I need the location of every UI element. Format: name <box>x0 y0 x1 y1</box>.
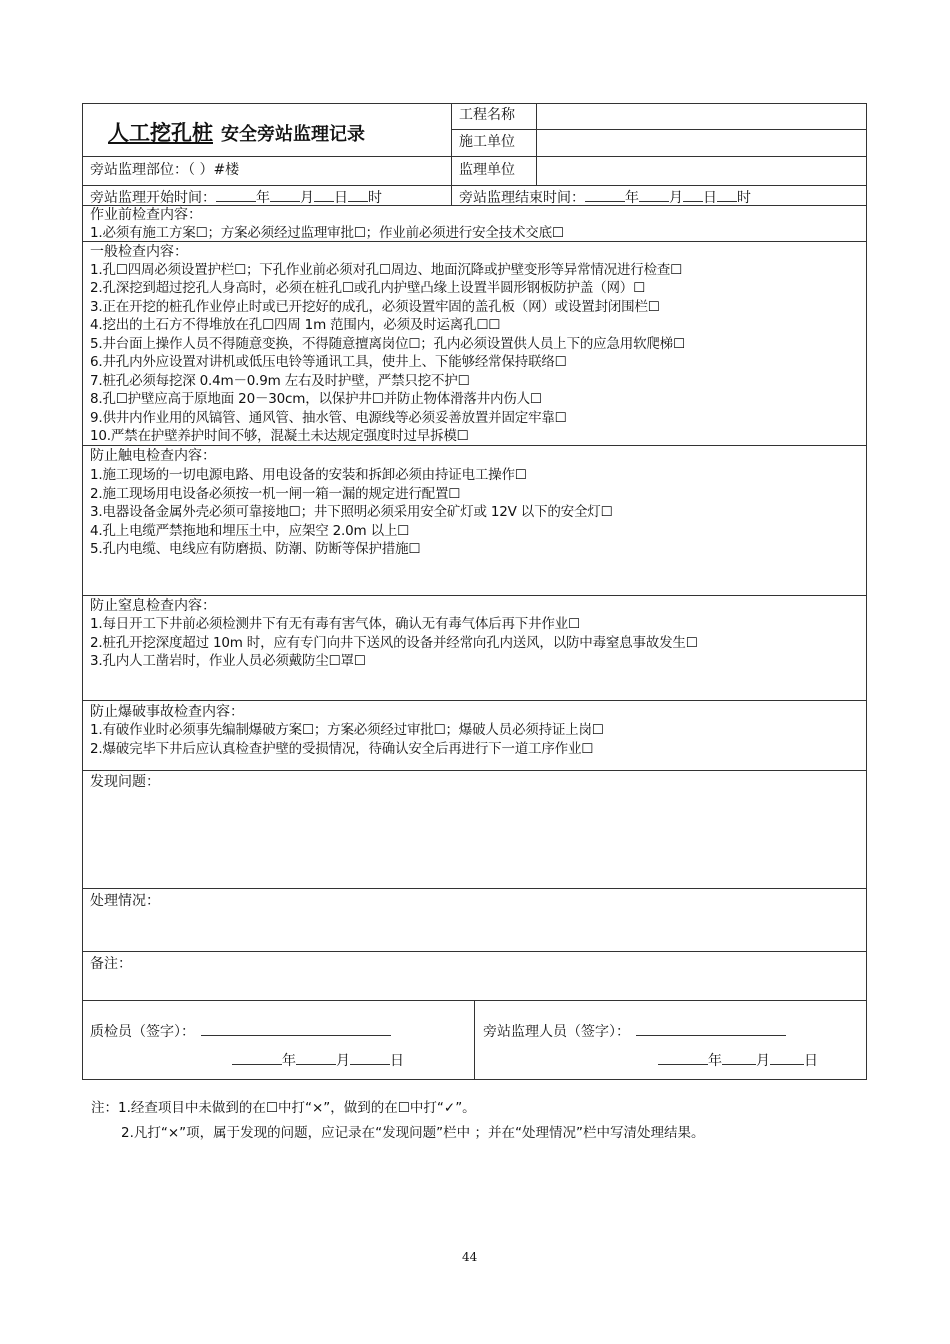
section-heading: 防止触电检查内容： <box>90 448 216 464</box>
check-item: 2.爆破完毕下井后应认真检查护壁的受损情况，待确认安全后再进行下一道工序作业☐ <box>90 741 594 757</box>
supervisor-signature-row <box>483 1021 786 1041</box>
location-label: 旁站监理部位：（ ）#楼 <box>90 162 240 178</box>
row-divider <box>82 700 867 701</box>
supervision-unit-label: 监理单位 <box>459 162 515 178</box>
note-line-1: 注：1.经查项目中未做到的在☐中打“×”，做到的在☐中打“✓”。 <box>91 1100 476 1116</box>
check-item: 2.孔深挖到超过挖孔人身高时，必须在桩孔☐或孔内护壁凸缘上设置半圆形钢板防护盖（网）☐ <box>90 280 645 296</box>
check-item: 5.井台面上操作人员不得随意变换，不得随意擅离岗位☐；孔内必须设置供人员上下的应急用软爬梯☐ <box>90 336 685 352</box>
section-heading: 一般检查内容： <box>90 244 188 260</box>
month-unit: 月 <box>756 1053 770 1069</box>
title-main: 人工挖孔桩 <box>108 120 213 145</box>
check-item: 3.正在开挖的桩孔作业停止时或已开挖好的成孔，必须设置牢固的盖孔板（网）或设置封闭围栏☐ <box>90 299 660 315</box>
remarks-label: 备注： <box>90 956 132 972</box>
start-time-row <box>90 187 382 207</box>
year-unit: 年 <box>625 190 639 206</box>
check-item: 5.孔内电缆、电线应有防磨损、防潮、防断等保护措施☐ <box>90 541 421 557</box>
row-divider <box>82 156 867 157</box>
day-unit: 日 <box>390 1053 404 1069</box>
hour-unit: 时 <box>737 190 751 206</box>
supervisor-date-row <box>658 1050 818 1070</box>
page-number: 44 <box>462 1250 478 1264</box>
supervision-unit-field[interactable] <box>538 158 865 184</box>
check-item: 3.电器设备金属外壳必须可靠接地☐；井下照明必须采用安全矿灯或 12V 以下的安全灯☐ <box>90 504 613 520</box>
check-item: 7.桩孔必须每挖深 0.4m－0.9m 左右及时护壁，严禁只挖不护☐ <box>90 373 470 389</box>
problems-field[interactable] <box>84 792 865 886</box>
row-divider <box>82 888 867 889</box>
inspector-signature-row <box>90 1021 391 1041</box>
check-item: 1.孔☐四周必须设置护栏☐；下孔作业前必须对孔☐周边、地面沉降或护壁变形等异常情况进行检查☐ <box>90 262 683 278</box>
hour-unit: 时 <box>368 190 382 206</box>
contractor-label: 施工单位 <box>459 134 515 150</box>
check-item: 6.井孔内外应设置对讲机或低压电铃等通讯工具，使井上、下能够经常保持联络☐ <box>90 354 567 370</box>
title-sub: 安全旁站监理记录 <box>221 124 365 145</box>
project-name-label: 工程名称 <box>459 107 515 123</box>
handling-field[interactable] <box>84 911 865 949</box>
section-heading: 防止窒息检查内容： <box>90 598 216 614</box>
row-divider <box>82 185 867 186</box>
check-item: 4.孔上电缆严禁拖地和埋压土中，应架空 2.0m 以上☐ <box>90 523 410 539</box>
supervisor-signature-line[interactable] <box>636 1021 786 1036</box>
end-time-label: 旁站监理结束时间： <box>459 190 585 206</box>
remarks-field[interactable] <box>84 974 865 998</box>
check-item: 9.供井内作业用的风镐管、通风管、抽水管、电源线等必须妥善放置并固定牢靠☐ <box>90 410 567 426</box>
check-item: 10.严禁在护壁养护时间不够，混凝土未达规定强度时过早拆模☐ <box>90 428 469 444</box>
row-divider <box>82 951 867 952</box>
year-unit: 年 <box>256 190 270 206</box>
year-unit: 年 <box>708 1053 722 1069</box>
row-divider <box>82 595 867 596</box>
row-divider <box>82 770 867 771</box>
problems-label: 发现问题： <box>90 774 160 790</box>
note-line-2: 2.凡打“×”项，属于发现的问题，应记录在“发现问题”栏中 ；并在“处理情况”栏中写清处理结果。 <box>121 1125 705 1141</box>
section-heading: 作业前检查内容： <box>90 207 202 223</box>
check-item: 2.桩孔开挖深度超过 10m 时，应有专门向井下送风的设备并经常向孔内送风，以防中毒窒息事故发生☐ <box>90 635 698 651</box>
contractor-field[interactable] <box>538 131 865 155</box>
check-item: 2.施工现场用电设备必须按一机一闸一箱一漏的规定进行配置☐ <box>90 486 461 502</box>
section-heading: 防止爆破事故检查内容： <box>90 704 244 720</box>
check-item: 1.必须有施工方案☐；方案必须经过监理审批☐；作业前必须进行安全技术交底☐ <box>90 225 564 241</box>
check-item: 3.孔内人工凿岩时，作业人员必须戴防尘☐罩☐ <box>90 653 366 669</box>
col-divider <box>474 1000 475 1080</box>
check-item: 1.施工现场的一切电源电路、用电设备的安装和拆卸必须由持证电工操作☐ <box>90 467 527 483</box>
month-unit: 月 <box>336 1053 350 1069</box>
month-unit: 月 <box>669 190 683 206</box>
row-divider <box>82 445 867 446</box>
check-item: 4.挖出的土石方不得堆放在孔☐四周 1m 范围内，必须及时运离孔☐☐ <box>90 317 501 333</box>
handling-label: 处理情况： <box>90 893 160 909</box>
check-item: 1.有破作业时必须事先编制爆破方案☐；方案必须经过审批☐；爆破人员必须持证上岗☐ <box>90 722 604 738</box>
project-name-field[interactable] <box>538 105 865 128</box>
month-unit: 月 <box>300 190 314 206</box>
col-divider <box>536 103 537 185</box>
inspector-label: 质检员（签字）： <box>90 1024 195 1040</box>
check-item: 1.每日开工下井前必须检测井下有无有毒有害气体，确认无有毒气体后再下井作业☐ <box>90 616 580 632</box>
day-unit: 日 <box>334 190 348 206</box>
inspector-date-row <box>232 1050 404 1070</box>
start-time-label: 旁站监理开始时间： <box>90 190 216 206</box>
form-title <box>108 117 365 147</box>
check-item: 8.孔☐护壁应高于原地面 20－30cm，以保护井☐并防止物体滑落井内伤人☐ <box>90 391 542 407</box>
day-unit: 日 <box>703 190 717 206</box>
inspector-signature-line[interactable] <box>201 1021 391 1036</box>
end-time-row <box>459 187 751 207</box>
year-unit: 年 <box>282 1053 296 1069</box>
col-divider <box>451 103 452 205</box>
day-unit: 日 <box>804 1053 818 1069</box>
row-divider <box>451 129 867 130</box>
supervisor-label: 旁站监理人员（签字）： <box>483 1024 630 1040</box>
